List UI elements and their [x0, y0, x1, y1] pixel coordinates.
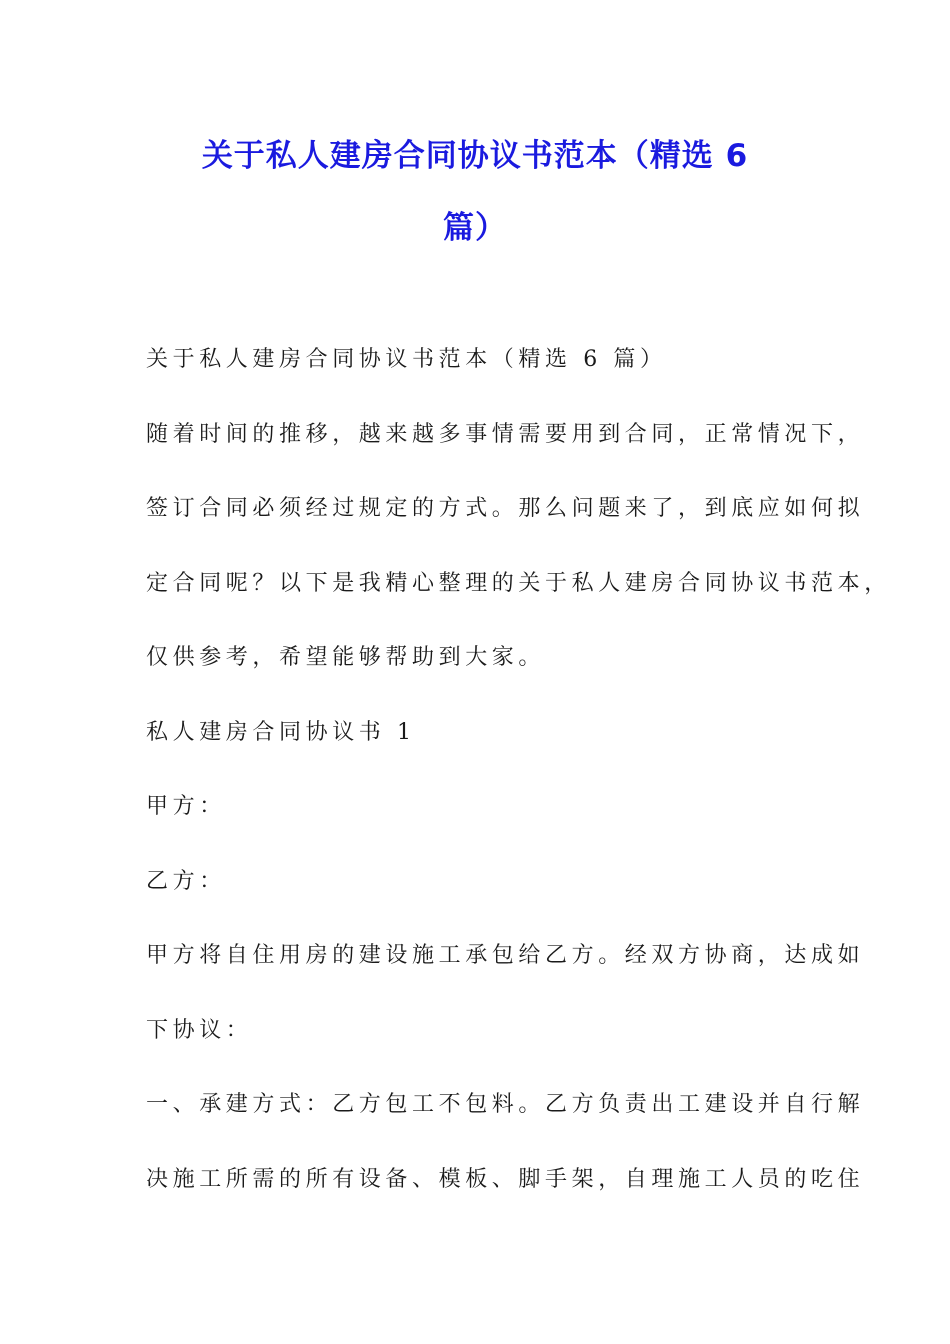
paragraph-line: 定合同呢？以下是我精心整理的关于私人建房合同协议书范本，: [146, 571, 891, 596]
party-a-label: 甲方：: [146, 794, 226, 819]
paragraph-line: 随着时间的推移，越来越多事情需要用到合同，正常情况下，: [146, 422, 865, 447]
clause-line: 决施工所需的所有设备、模板、脚手架，自理施工人员的吃住: [146, 1167, 865, 1192]
clause-line: 一、承建方式：乙方包工不包料。乙方负责出工建设并自行解: [146, 1092, 865, 1117]
section-heading: 私人建房合同协议书 1: [146, 720, 416, 745]
paragraph-line: 仅供参考，希望能够帮助到大家。: [146, 645, 546, 670]
document-title-line-2: 篇）: [443, 210, 507, 246]
paragraph-line: 签订合同必须经过规定的方式。那么问题来了，到底应如何拟: [146, 496, 865, 521]
document-title-line-1: 关于私人建房合同协议书范本（精选 6: [201, 138, 749, 174]
paragraph-line: 下协议：: [146, 1018, 253, 1043]
intro-title-line: 关于私人建房合同协议书范本（精选 6 篇）: [146, 347, 667, 372]
party-b-label: 乙方：: [146, 869, 226, 894]
paragraph-line: 甲方将自住用房的建设施工承包给乙方。经双方协商，达成如: [146, 943, 865, 968]
